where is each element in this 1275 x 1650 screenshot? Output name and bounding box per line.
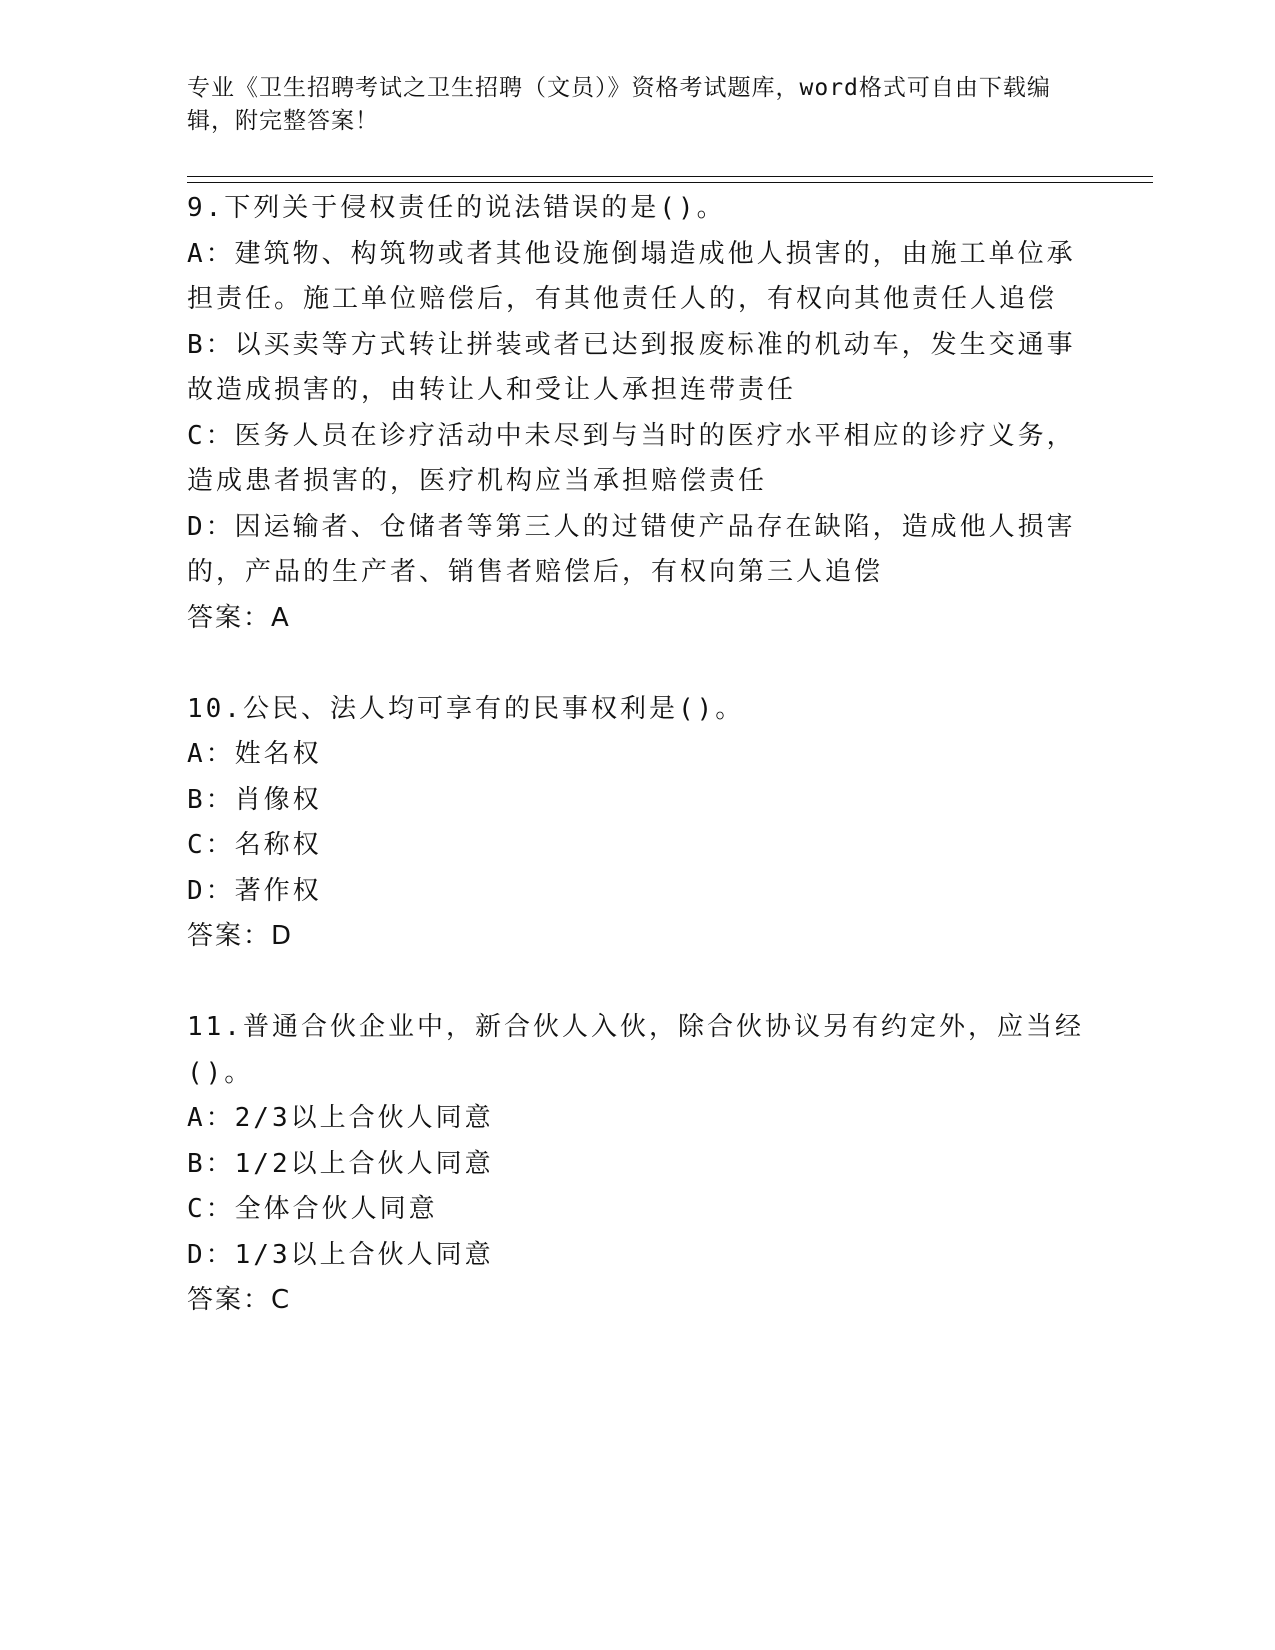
header-divider-bottom <box>187 182 1153 183</box>
question-10 <box>187 687 1087 960</box>
answer-label: 答案：C <box>187 1285 292 1315</box>
option-b: B：1/2以上合伙人同意 <box>187 1148 494 1179</box>
option-b: B：肖像权 <box>187 784 322 815</box>
question-11 <box>187 1005 1087 1324</box>
option-d: D：因运输者、仓储者等第三人的过错使产品存在缺陷，造成他人损害的，产品的生产者、销售者赔偿后，有权向第三人追偿 <box>187 511 1076 587</box>
option-c: C：全体合伙人同意 <box>187 1194 438 1224</box>
option-c: C：名称权 <box>187 830 322 860</box>
option-a: A：建筑物、构筑物或者其他设施倒塌造成他人损害的，由施工单位承担责任。施工单位赔偿后，有其他责任人的，有权向其他责任人追偿 <box>187 238 1076 314</box>
option-b: B：以买卖等方式转让拼装或者已达到报废标准的机动车，发生交通事故造成损害的，由转让人和受让人承担连带责任 <box>187 329 1076 405</box>
question-9 <box>187 186 1087 641</box>
option-c: C：医务人员在诊疗活动中未尽到与当时的医疗水平相应的诊疗义务，造成患者损害的，医疗机构应当承担赔偿责任 <box>187 420 1076 496</box>
option-d: D：1/3以上合伙人同意 <box>187 1239 494 1270</box>
question-list <box>187 186 1087 1324</box>
answer-label: 答案：D <box>187 921 294 951</box>
question-stem: 11.普通合伙企业中，新合伙人入伙，除合伙协议另有约定外，应当经()。 <box>187 1012 1084 1088</box>
document-header <box>187 72 1077 138</box>
option-d: D：著作权 <box>187 875 322 906</box>
option-a: A：姓名权 <box>187 739 322 769</box>
question-stem: 9.下列关于侵权责任的说法错误的是()。 <box>187 193 726 223</box>
answer-label: 答案：A <box>187 602 291 633</box>
header-title: 专业《卫生招聘考试之卫生招聘（文员）》资格考试题库，word格式可自由下载编辑，附完整答案！ <box>187 75 1051 134</box>
question-stem: 10.公民、法人均可享有的民事权利是()。 <box>187 693 745 724</box>
option-a: A：2/3以上合伙人同意 <box>187 1103 494 1133</box>
header-divider-top <box>187 176 1153 177</box>
